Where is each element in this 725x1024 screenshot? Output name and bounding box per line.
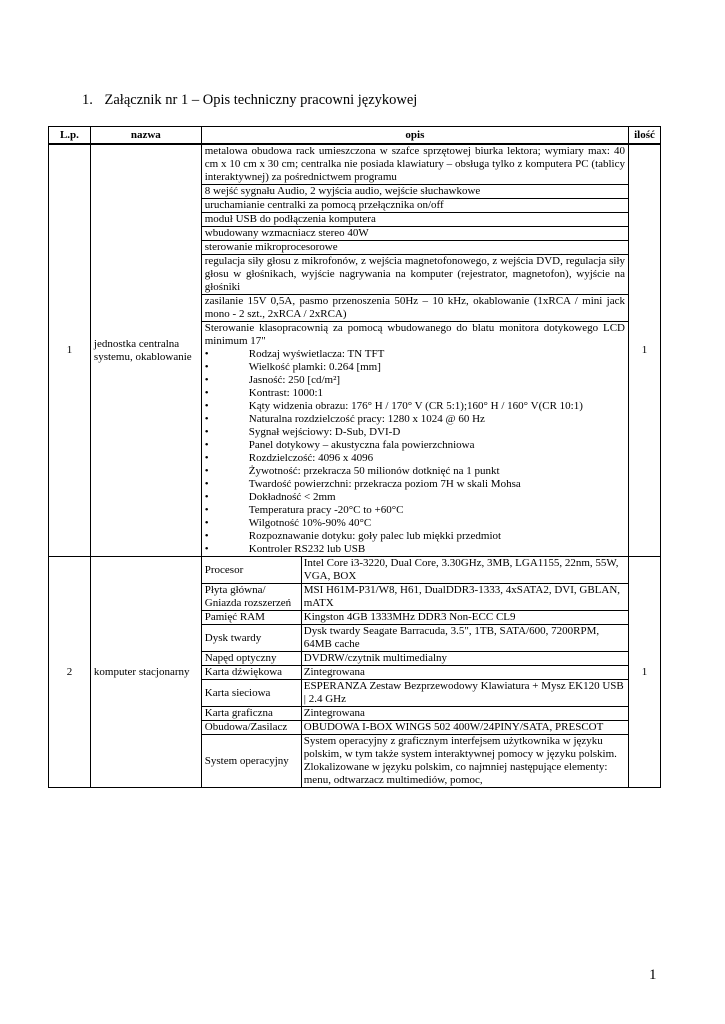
list-item: • Kontroler RS232 lub USB — [205, 543, 625, 556]
monitor-spec-list — [205, 348, 625, 556]
list-item: • Jasność: 250 [cd/m²] — [205, 374, 625, 387]
spec-label: Napęd optyczny — [202, 652, 302, 666]
spec-label: Dysk twardy — [202, 625, 302, 652]
spec-row — [202, 680, 628, 707]
spec-row — [202, 707, 628, 721]
desc-cell: 8 wejść sygnału Audio, 2 wyjścia audio, wejście słuchawkowe — [202, 185, 628, 199]
list-item: • Temperatura pracy -20°C to +60°C — [205, 504, 625, 517]
desc-cell: zasilanie 15V 0,5A, pasmo przenoszenia 50Hz – 10 kHz, okablowanie (1xRCA / mini jack mono - 2 szt., 2xRCA / 2xRCA) — [202, 295, 628, 322]
spec-row — [202, 735, 628, 788]
page-number: 1 — [649, 967, 657, 983]
heading-number: 1. — [82, 92, 93, 108]
header-lp: L.p. — [49, 127, 91, 145]
spec-value: MSI H61M-P31/W8, H61, DualDDR3-1333, 4xSATA2, DVI, GBLAN, mATX — [301, 584, 628, 611]
list-item: • Żywotność: przekracza 50 milionów dotknięć na 1 punkt — [205, 465, 625, 478]
spec-value: Dysk twardy Seagate Barracuda, 3.5", 1TB, SATA/600, 7200RPM, 64MB cache — [301, 625, 628, 652]
header-qty: ilość — [629, 127, 661, 145]
computer-spec-table — [202, 557, 628, 787]
list-item: • Rodzaj wyświetlacza: TN TFT — [205, 348, 625, 361]
row-description — [201, 144, 628, 557]
spec-value: System operacyjny z graficznym interfejsem użytkownika w języku polskim, w tym także system interaktywnej pomocy w języku polskim. Zlokalizowane w języku polskim, co najmniej następujące elementy: menu, odtwarzacz multimediów, pomoc, — [303, 735, 617, 786]
spec-label: System operacyjny — [202, 735, 302, 788]
monitor-spec-cell — [202, 322, 628, 556]
row-description — [201, 557, 628, 788]
list-item: • Dokładność < 2mm — [205, 491, 625, 504]
header-name: nazwa — [90, 127, 201, 145]
table-header-row — [49, 127, 661, 145]
spec-value: OBUDOWA I-BOX WINGS 502 400W/24PINY/SATA, PRESCOT — [301, 721, 628, 735]
list-item: • Kąty widzenia obrazu: 176° H / 170° V (CR 5:1);160° H / 160° V(CR 10:1) — [205, 400, 625, 413]
table-row — [49, 144, 661, 557]
spec-value: Intel Core i3-3220, Dual Core, 3.30GHz, 3MB, LGA1155, 22nm, 55W, VGA, BOX — [301, 557, 628, 584]
spec-value: ESPERANZA Zestaw Bezprzewodowy Klawiatura + Mysz EK120 USB | 2.4 GHz — [301, 680, 628, 707]
equipment-table — [48, 126, 661, 788]
spec-row — [202, 557, 628, 584]
header-desc: opis — [201, 127, 628, 145]
list-item: • Twardość powierzchni: przekracza poziom 7H w skali Mohsa — [205, 478, 625, 491]
heading-title: Załącznik nr 1 – Opis techniczny pracowni językowej — [104, 92, 418, 108]
list-item: • Panel dotykowy – akustyczna fala powierzchniowa — [205, 439, 625, 452]
spec-row — [202, 625, 628, 652]
document-heading — [82, 92, 417, 109]
spec-label: Procesor — [202, 557, 302, 584]
list-item: • Naturalna rozdzielczość pracy: 1280 x 1024 @ 60 Hz — [205, 413, 625, 426]
desc-cell: uruchamianie centralki za pomocą przełącznika on/off — [202, 199, 628, 213]
monitor-intro: Sterowanie klasopracownią za pomocą wbudowanego do blatu monitora dotykowego LCD minimum 17" — [204, 322, 625, 347]
spec-label: Obudowa/Zasilacz — [202, 721, 302, 735]
desc-cell: regulacja siły głosu z mikrofonów, z wejścia magnetofonowego, z wejścia DVD, regulacja siły głosu w głośnikach, wyjście nagrywania na komputer (rejestrator, magnetofon), wyjście na głośniki — [202, 255, 628, 295]
spec-row — [202, 721, 628, 735]
spec-label: Pamięć RAM — [202, 611, 302, 625]
desc-cell: wbudowany wzmacniacz stereo 40W — [202, 227, 628, 241]
desc-cell: sterowanie mikroprocesorowe — [202, 241, 628, 255]
list-item: • Sygnał wejściowy: D-Sub, DVI-D — [205, 426, 625, 439]
spec-label: Karta dźwiękowa — [202, 666, 302, 680]
spec-value: Zintegrowana — [301, 666, 628, 680]
list-item: • Wielkość plamki: 0.264 [mm] — [205, 361, 625, 374]
row-name: komputer stacjonarny — [90, 557, 201, 788]
desc-cell: metalowa obudowa rack umieszczona w szafce sprzętowej biurka lektora; wymiary max: 40 cm x 10 cm x 30 cm; centralka nie posiada klawiatury – obsługa tylko z komputera PC (tablicy interaktywnej) za pośrednictwem programu — [202, 145, 628, 185]
spec-row — [202, 584, 628, 611]
row-qty: 1 — [629, 144, 661, 557]
table-row — [49, 557, 661, 788]
desc-cell: moduł USB do podłączenia komputera — [202, 213, 628, 227]
list-item: • Wilgotność 10%-90% 40°C — [205, 517, 625, 530]
spec-row — [202, 611, 628, 625]
spec-row — [202, 652, 628, 666]
row-name: jednostka centralna systemu, okablowanie — [90, 144, 201, 557]
list-item: • Rozdzielczość: 4096 x 4096 — [205, 452, 625, 465]
spec-label: Karta graficzna — [202, 707, 302, 721]
spec-row — [202, 666, 628, 680]
spec-value: Zintegrowana — [301, 707, 628, 721]
row-qty: 1 — [629, 557, 661, 788]
list-item: • Kontrast: 1000:1 — [205, 387, 625, 400]
list-item: • Rozpoznawanie dotyku: goły palec lub miękki przedmiot — [205, 530, 625, 543]
spec-value: Kingston 4GB 1333MHz DDR3 Non-ECC CL9 — [301, 611, 628, 625]
spec-label: Płyta główna/ Gniazda rozszerzeń — [202, 584, 302, 611]
spec-value: DVDRW/czytnik multimedialny — [301, 652, 628, 666]
row-lp: 1 — [49, 144, 91, 557]
row-lp: 2 — [49, 557, 91, 788]
spec-label: Karta sieciowa — [202, 680, 302, 707]
